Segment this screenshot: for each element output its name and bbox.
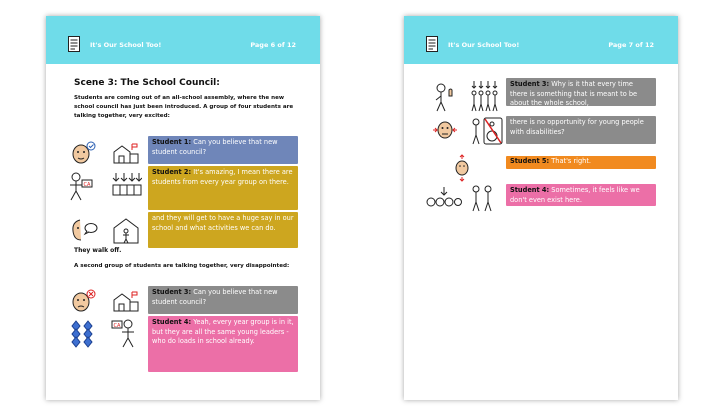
dialogue-student3: Student 3: Can you believe that new student council? [148,286,298,314]
page-header [46,16,320,64]
dialogue-student4: Student 4: Sometimes, it feels like we don't even exist here. [506,184,656,206]
scene-title: Scene 3: The School Council: [74,78,220,88]
pointing-person-icon [432,82,458,112]
dialogue-student3: Student 3: Why is it that every time there is something that is meant to be about the whole school, [506,78,656,106]
document-icon [68,36,80,52]
stage-direction: They walk off. [74,247,122,254]
document-icon [426,36,438,52]
header-title: It's Our School Too! [90,41,162,49]
every-person-icon [470,80,500,112]
dialogue-student3-continued: there is no opportunity for young people with disabilities? [506,116,656,144]
talking-person-icon [68,172,94,202]
page-header [404,16,678,64]
dialogue-student2-continued: and they will get to have a huge say in our school and what activities we can do. [148,212,298,248]
school-icon [112,142,140,164]
disabled-people-icon [470,116,504,146]
header-title: It's Our School Too! [448,41,520,49]
dialogue-student2: Student 2: It's amazing, I mean there are students from every year group on there. [148,166,298,210]
thinking-face-icon [70,140,96,164]
intro-paragraph: Students are coming out of an all-school assembly, where the new school council has just been introduced. A group of four students are talking together, very excited: [74,95,294,119]
dialogue-student1: Student 1: Can you believe that new student council? [148,136,298,164]
year-groups-icon [70,320,94,348]
we-people-icon [470,184,494,212]
disappointed-face-icon [70,288,96,312]
svg-text:CA: CA [83,182,91,188]
yes-face-icon [454,154,470,182]
dialogue-student4: Student 4: Yeah, every year group is in it, but they are all the same young leaders - who do loads in school already. [148,316,298,372]
school-icon [112,290,140,312]
page-number: Page 6 of 12 [250,41,296,49]
not-existing-icon [426,186,462,208]
page-6 [46,16,320,400]
everyone-arrows-icon [112,172,142,198]
second-intro: A second group of students are talking together, very disappointed: [74,263,290,269]
in-school-icon [112,216,140,244]
page-7 [404,16,678,400]
speaking-face-icon [70,218,98,242]
leader-person-icon [110,318,138,348]
no-opportunity-face-icon [432,118,458,142]
svg-text:CA: CA [113,323,121,329]
page-number: Page 7 of 12 [608,41,654,49]
dialogue-student5: Student 5: That's right. [506,156,656,169]
